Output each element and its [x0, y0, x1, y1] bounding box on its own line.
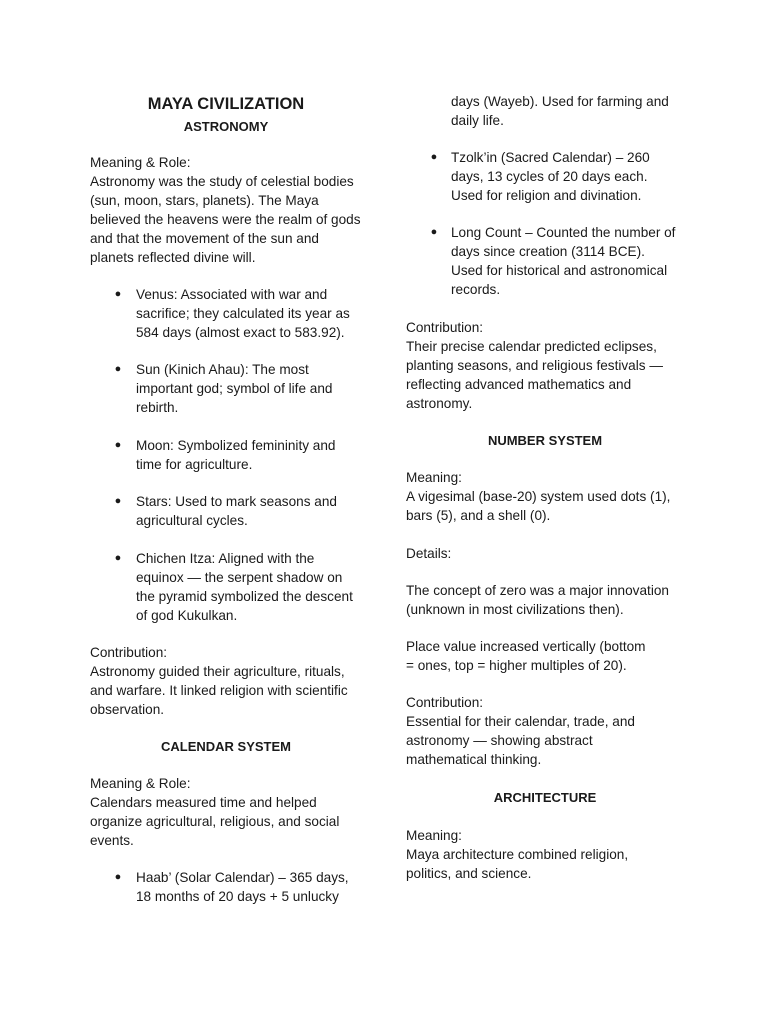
astronomy-meaning-label: Meaning & Role:: [90, 155, 191, 170]
astronomy-contribution-text: Astronomy guided their agriculture, rituals, and warfare. It linked religion with scientific observation.: [90, 664, 348, 717]
calendar-contribution-text: Their precise calendar predicted eclipses, planting seasons, and religious festivals — reflecting advanced mathematics and astronomy.: [406, 339, 663, 411]
calendar-meaning-label: Meaning & Role:: [90, 776, 191, 791]
bullet-icon: ●: [114, 439, 122, 451]
bullet-icon: ●: [114, 288, 122, 300]
bullet-text: Stars: Used to mark seasons and agricultural cycles.: [136, 494, 337, 528]
bullet-text: Venus: Associated with war and sacrifice; they calculated its year as 584 days (almost exact to 583.92).: [136, 287, 350, 340]
number-meaning-text: A vigesimal (base-20) system used dots (1), bars (5), and a shell (0).: [406, 489, 671, 523]
number-contribution-label: Contribution:: [406, 695, 484, 710]
bullet-text-continued: days (Wayeb). Used for farming and daily life.: [451, 94, 669, 128]
heading-architecture: ARCHITECTURE: [493, 790, 597, 805]
number-detail-zero: The concept of zero was a major innovation (unknown in most civilizations then).: [406, 583, 669, 617]
bullet-icon: ●: [114, 871, 122, 883]
architecture-meaning-text: Maya architecture combined religion, politics, and science.: [406, 847, 629, 881]
heading-astronomy: ASTRONOMY: [183, 119, 269, 134]
number-contribution-text: Essential for their calendar, trade, and astronomy — showing abstract mathematical thinking.: [406, 714, 635, 767]
bullet-text: Long Count – Counted the number of days since creation (3114 BCE). Used for historical and astronomical records.: [451, 225, 676, 297]
astronomy-meaning-text: Astronomy was the study of celestial bodies (sun, moon, stars, planets). The Maya believed the heavens were the realm of gods and that the movement of the sun and planets reflected divine will.: [90, 174, 361, 265]
document-title: MAYA CIVILIZATION: [147, 95, 305, 113]
number-meaning-label: Meaning:: [406, 470, 462, 485]
calendar-meaning-text: Calendars measured time and helped organize agricultural, religious, and social events.: [90, 795, 340, 848]
calendar-contribution-label: Contribution:: [406, 320, 484, 335]
bullet-text: Haab’ (Solar Calendar) – 365 days, 18 months of 20 days + 5 unlucky: [136, 870, 349, 904]
astronomy-contribution-label: Contribution:: [90, 645, 168, 660]
heading-number-system: NUMBER SYSTEM: [487, 433, 603, 448]
bullet-icon: ●: [114, 552, 122, 564]
number-detail-place-value: Place value increased vertically (bottom = ones, top = higher multiples of 20).: [406, 639, 646, 673]
bullet-text: Moon: Symbolized femininity and time for agriculture.: [136, 438, 336, 472]
bullet-icon: ●: [430, 151, 438, 163]
number-details-label: Details:: [406, 546, 452, 561]
bullet-text: Chichen Itza: Aligned with the equinox — the serpent shadow on the pyramid symbolized the descent of god Kukulkan.: [136, 551, 353, 623]
architecture-meaning-label: Meaning:: [406, 828, 462, 843]
bullet-icon: ●: [430, 226, 438, 238]
heading-calendar-system: CALENDAR SYSTEM: [160, 739, 291, 754]
bullet-text: Sun (Kinich Ahau): The most important god; symbol of life and rebirth.: [136, 362, 333, 415]
bullet-icon: ●: [114, 363, 122, 375]
bullet-text: Tzolk’in (Sacred Calendar) – 260 days, 13 cycles of 20 days each. Used for religion and divination.: [451, 150, 650, 203]
bullet-icon: ●: [114, 495, 122, 507]
